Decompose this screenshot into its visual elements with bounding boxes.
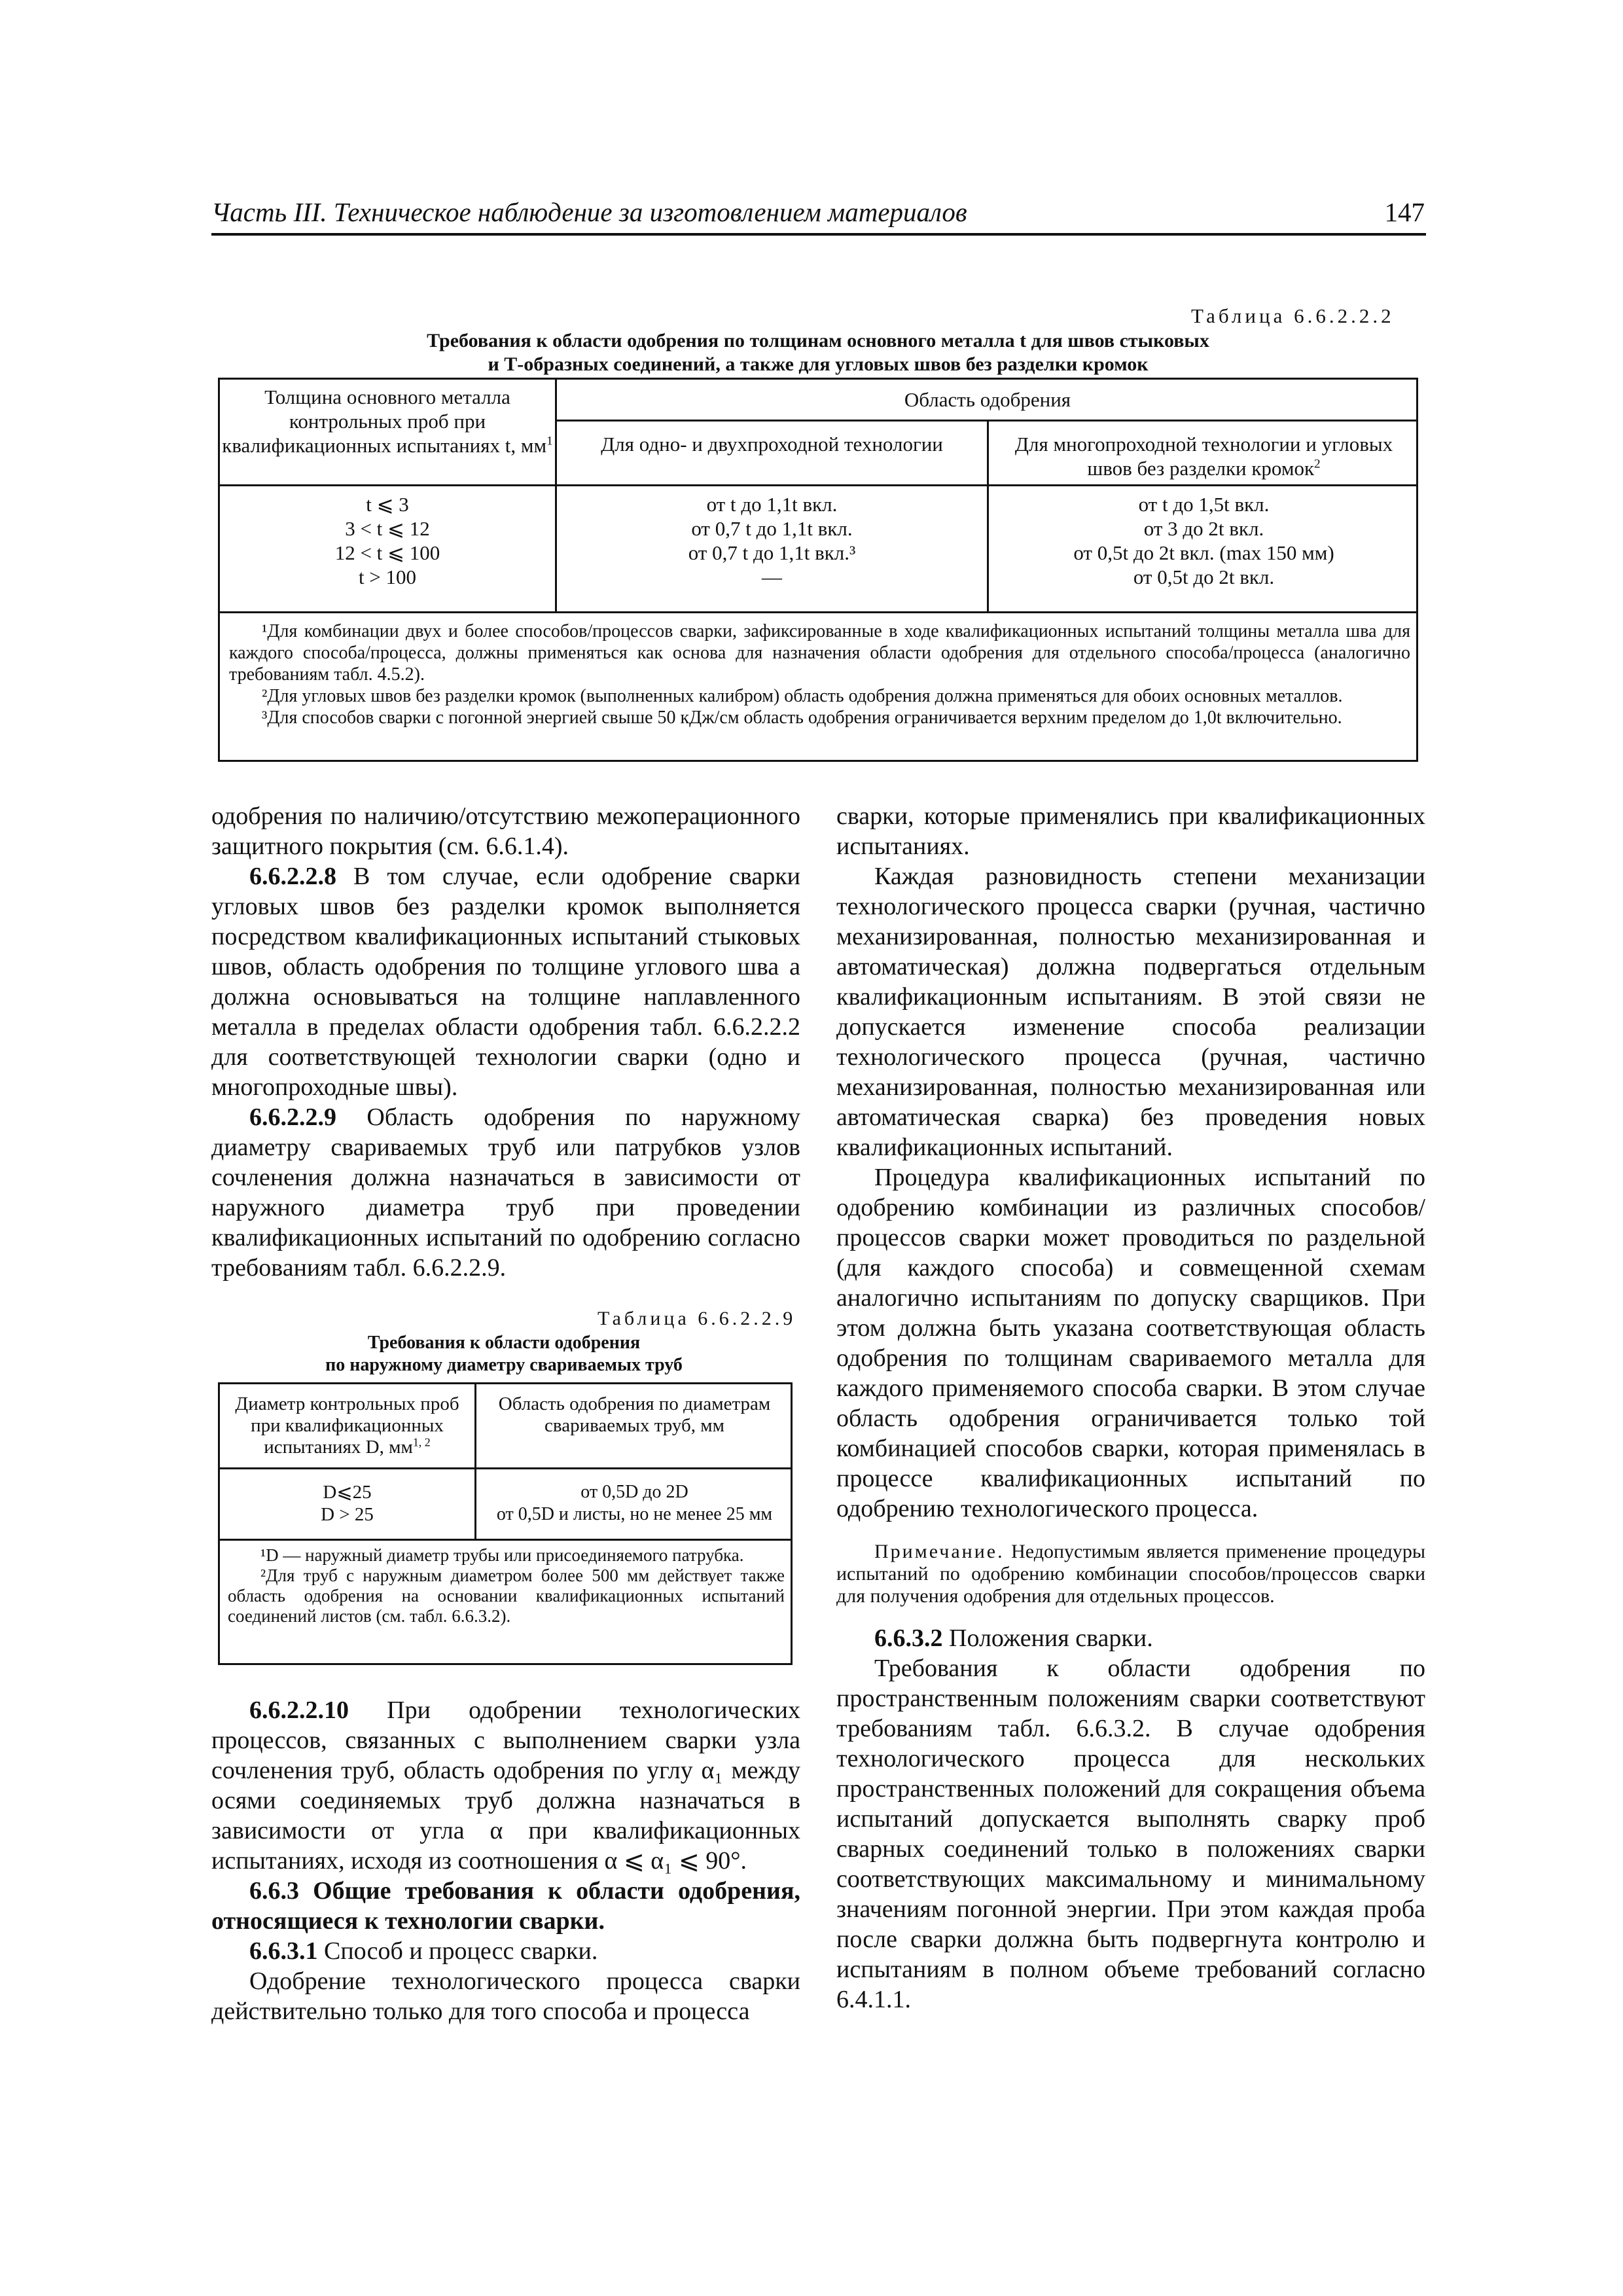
table-cell: D > 25 bbox=[321, 1504, 374, 1525]
table-caption-line: по наружному диаметру свариваемых труб bbox=[325, 1355, 683, 1375]
table-cell: от 0,5t до 2t вкл. bbox=[1133, 565, 1275, 588]
table-cell: 12 < t ⩽ 100 bbox=[334, 541, 440, 564]
one-two-pass-column bbox=[557, 492, 987, 589]
table-note: ¹Для комбинации двух и более способов/процессов сварки, зафиксированные в ходе квалификационных испытаний толщины металла шва для каждого способа/процесса, должны применяться как основа для назначения области одобрения для отдельного способа/процесса (аналогично требованиям табл. 4.5.2). bbox=[229, 621, 1410, 685]
table-header-multi-pass bbox=[990, 432, 1418, 480]
header-text: Диаметр контрольных проб при квалификационных испытаниях D, мм bbox=[235, 1393, 459, 1458]
paragraph-text: Способ и процесс сварки. bbox=[317, 1937, 598, 1965]
left-column-lower bbox=[211, 1695, 800, 2026]
note-paragraph bbox=[836, 1541, 1425, 1607]
paragraph: одобрения по наличию/отсутствию межоперационного защитного покрытия (см. 6.6.1.4). bbox=[211, 802, 800, 860]
table-note: ³Для способов сварки с погонной энергией свыше 50 кДж/см область одобрения ограничивается верхним пределом до 1,0t включительно. bbox=[262, 708, 1342, 728]
diameter-table bbox=[218, 1382, 793, 1665]
table-caption-line: и Т-образных соединений, а также для угловых швов без разделки кромок bbox=[488, 353, 1149, 375]
paragraph: Процедура квалификационных испытаний по одобрению комбинации из различных способов/процессов сварки может проводиться по раздельной (для каждого способа) и совмещенной схемам аналогично испытаниям по допуску сварщиков. При этом должна быть указана соответствующая область одобрения по толщинам свариваемого металла для каждого применяемого способа сварки. В этом случае область одобрения ограничивается только той комбинацией способов сварки, которая применялась в процессе квалификационных испытаний по одобрению технологического процесса. bbox=[836, 1164, 1425, 1522]
paragraph-text: При одобрении технологических процессов, связанных с выполнением сварки узла сочленения труб, область одобрения по углу α₁ между осями соединяемых труб должна назначаться в зависимости от угла α при квалификационных испытаниях, исходя из соотношения α ⩽ α₁ ⩽ 90°. bbox=[211, 1696, 800, 1874]
header-text: Для многопроходной технологии и угловых швов без разделки кромок bbox=[1014, 433, 1393, 480]
table-cell: от 0,5t до 2t вкл. (max 150 мм) bbox=[1073, 541, 1334, 564]
running-header bbox=[211, 194, 1426, 236]
table-header-area: Область одобрения bbox=[904, 388, 1071, 411]
table-cell: от 0,7 t до 1,1t вкл. bbox=[691, 517, 853, 540]
table-notes bbox=[228, 1545, 785, 1626]
paragraph bbox=[836, 1623, 1425, 1653]
table-header-area: Область одобрения по диаметрам свариваемых труб, мм bbox=[498, 1393, 771, 1436]
paragraph-text: Область одобрения по наружному диаметру свариваемых труб или патрубков узлов сочленения должна назначаться в зависимости от наружного диаметра труб при проведении квалификационных испытаний по одобрению согласно требованиям табл. 6.6.2.2.9. bbox=[211, 1103, 800, 1282]
clause-number: 6.6.3.1 bbox=[249, 1937, 318, 1965]
page-number: 147 bbox=[1384, 197, 1425, 227]
table-notes bbox=[229, 620, 1410, 728]
paragraph: сварки, которые применялись при квалификационных испытаниях. bbox=[836, 802, 1425, 860]
header-text: Толщина основного металла контрольных проб при квалификационных испытаниях t, мм bbox=[222, 386, 547, 457]
clause-number: 6.6.3.2 bbox=[874, 1624, 943, 1652]
note-label: Примечание. bbox=[874, 1541, 1005, 1562]
table-label: Таблица 6.6.2.2.9 bbox=[597, 1308, 796, 1329]
paragraph bbox=[211, 1695, 800, 1876]
table-caption bbox=[216, 1332, 792, 1376]
table-header-one-two-pass: Для одно- и двухпроходной технологии bbox=[601, 433, 943, 456]
paragraph-text: Положения сварки. bbox=[942, 1624, 1153, 1652]
footnote-marker: 1 bbox=[546, 434, 553, 448]
header-title: Часть III. Техническое наблюдение за изготовлением материалов bbox=[211, 197, 967, 227]
table-note: ¹D — наружный диаметр трубы или присоединяемого патрубка. bbox=[260, 1545, 744, 1565]
section-heading-text: 6.6.3 Общие требования к области одобрения, относящиеся к технологии сварки. bbox=[211, 1877, 800, 1935]
table-caption bbox=[216, 329, 1420, 376]
table-cell: — bbox=[762, 565, 782, 588]
table-cell: от 0,5D до 2D bbox=[580, 1482, 688, 1502]
table-cell: 3 < t ⩽ 12 bbox=[345, 517, 430, 540]
table-cell: t ⩽ 3 bbox=[366, 493, 409, 516]
thickness-column bbox=[221, 492, 554, 589]
table-cell: от 3 до 2t вкл. bbox=[1143, 517, 1264, 540]
table-cell: от t до 1,1t вкл. bbox=[706, 493, 838, 516]
paragraph bbox=[211, 1936, 800, 1966]
table-cell: от t до 1,5t вкл. bbox=[1138, 493, 1270, 516]
paragraph: Одобрение технологического процесса сварки действительно только для того способа и процесса bbox=[211, 1967, 800, 2025]
table-cell: D⩽25 bbox=[323, 1482, 372, 1503]
table-cell: от 0,7 t до 1,1t вкл.³ bbox=[688, 541, 856, 564]
paragraph: Требования к области одобрения по пространственным положениям сварки соответствуют требованиям табл. 6.6.3.2. В случае одобрения технологического процесса для нескольких пространственных положений для сокращения объема испытаний допускается выполнять сварку проб сварных соединений только в положениях сварки соответствующих максимальному и минимальному значениям погонной энергии. При этом каждая проба после сварки должна быть подвергнута контролю и испытаниям в полном объеме требований согласно 6.4.1.1. bbox=[836, 1655, 1425, 2013]
diameter-column bbox=[221, 1481, 473, 1526]
left-column-upper bbox=[211, 801, 800, 1283]
clause-number: 6.6.2.2.9 bbox=[249, 1103, 336, 1131]
table-header-thickness bbox=[221, 385, 554, 457]
right-column bbox=[836, 801, 1425, 2015]
footnote-marker: 2 bbox=[1314, 457, 1321, 471]
table-note: ²Для угловых швов без разделки кромок (выполненных калибром) область одобрения должна применяться для обоих основных металлов. bbox=[262, 686, 1343, 706]
multi-pass-column bbox=[990, 492, 1418, 589]
area-column bbox=[476, 1481, 793, 1526]
table-header-diameter bbox=[221, 1393, 473, 1458]
paragraph: Каждая разновидность степени механизации технологического процесса сварки (ручная, частично механизированная, полностью механизированная и автоматическая) должна подвергаться отдельным квалификационным испытаниям. В этой связи не допускается изменение способа реализации технологического процесса (ручная, частично механизированная, полностью механизированная или автоматическая сварка) без проведения новых квалификационных испытаний. bbox=[836, 863, 1425, 1161]
table-label: Таблица 6.6.2.2.2 bbox=[1191, 304, 1395, 327]
table-cell: от 0,5D и листы, но не менее 25 мм bbox=[496, 1504, 773, 1524]
table-caption-line: Требования к области одобрения по толщинам основного металла t для швов стыковых bbox=[427, 330, 1209, 351]
table-caption-line: Требования к области одобрения bbox=[367, 1333, 641, 1353]
table-cell: t > 100 bbox=[358, 565, 417, 588]
paragraph bbox=[211, 1102, 800, 1283]
footnote-marker: 1, 2 bbox=[412, 1435, 431, 1449]
note-text: Недопустимым является применение процедуры испытаний по одобрению комбинации способов/процессов сварки для получения одобрения для отдельных процессов. bbox=[836, 1541, 1425, 1607]
section-heading bbox=[211, 1876, 800, 1936]
paragraph-text: В том случае, если одобрение сварки угловых швов без разделки кромок выполняется посредством квалификационных испытаний стыковых швов, область одобрения по толщине углового шва a должна основываться на толщине наплавленного металла в пределах области одобрения табл. 6.6.2.2.2 для соответствующей технологии сварки (одно и многопроходные швы). bbox=[211, 863, 800, 1101]
paragraph bbox=[211, 861, 800, 1102]
thickness-table bbox=[218, 378, 1418, 762]
clause-number: 6.6.2.2.8 bbox=[249, 863, 336, 890]
clause-number: 6.6.2.2.10 bbox=[249, 1696, 349, 1724]
table-note: ²Для труб с наружным диаметром более 500 мм действует также область одобрения на основании квалификационных испытаний соединений листов (см. табл. 6.6.3.2). bbox=[228, 1566, 785, 1626]
